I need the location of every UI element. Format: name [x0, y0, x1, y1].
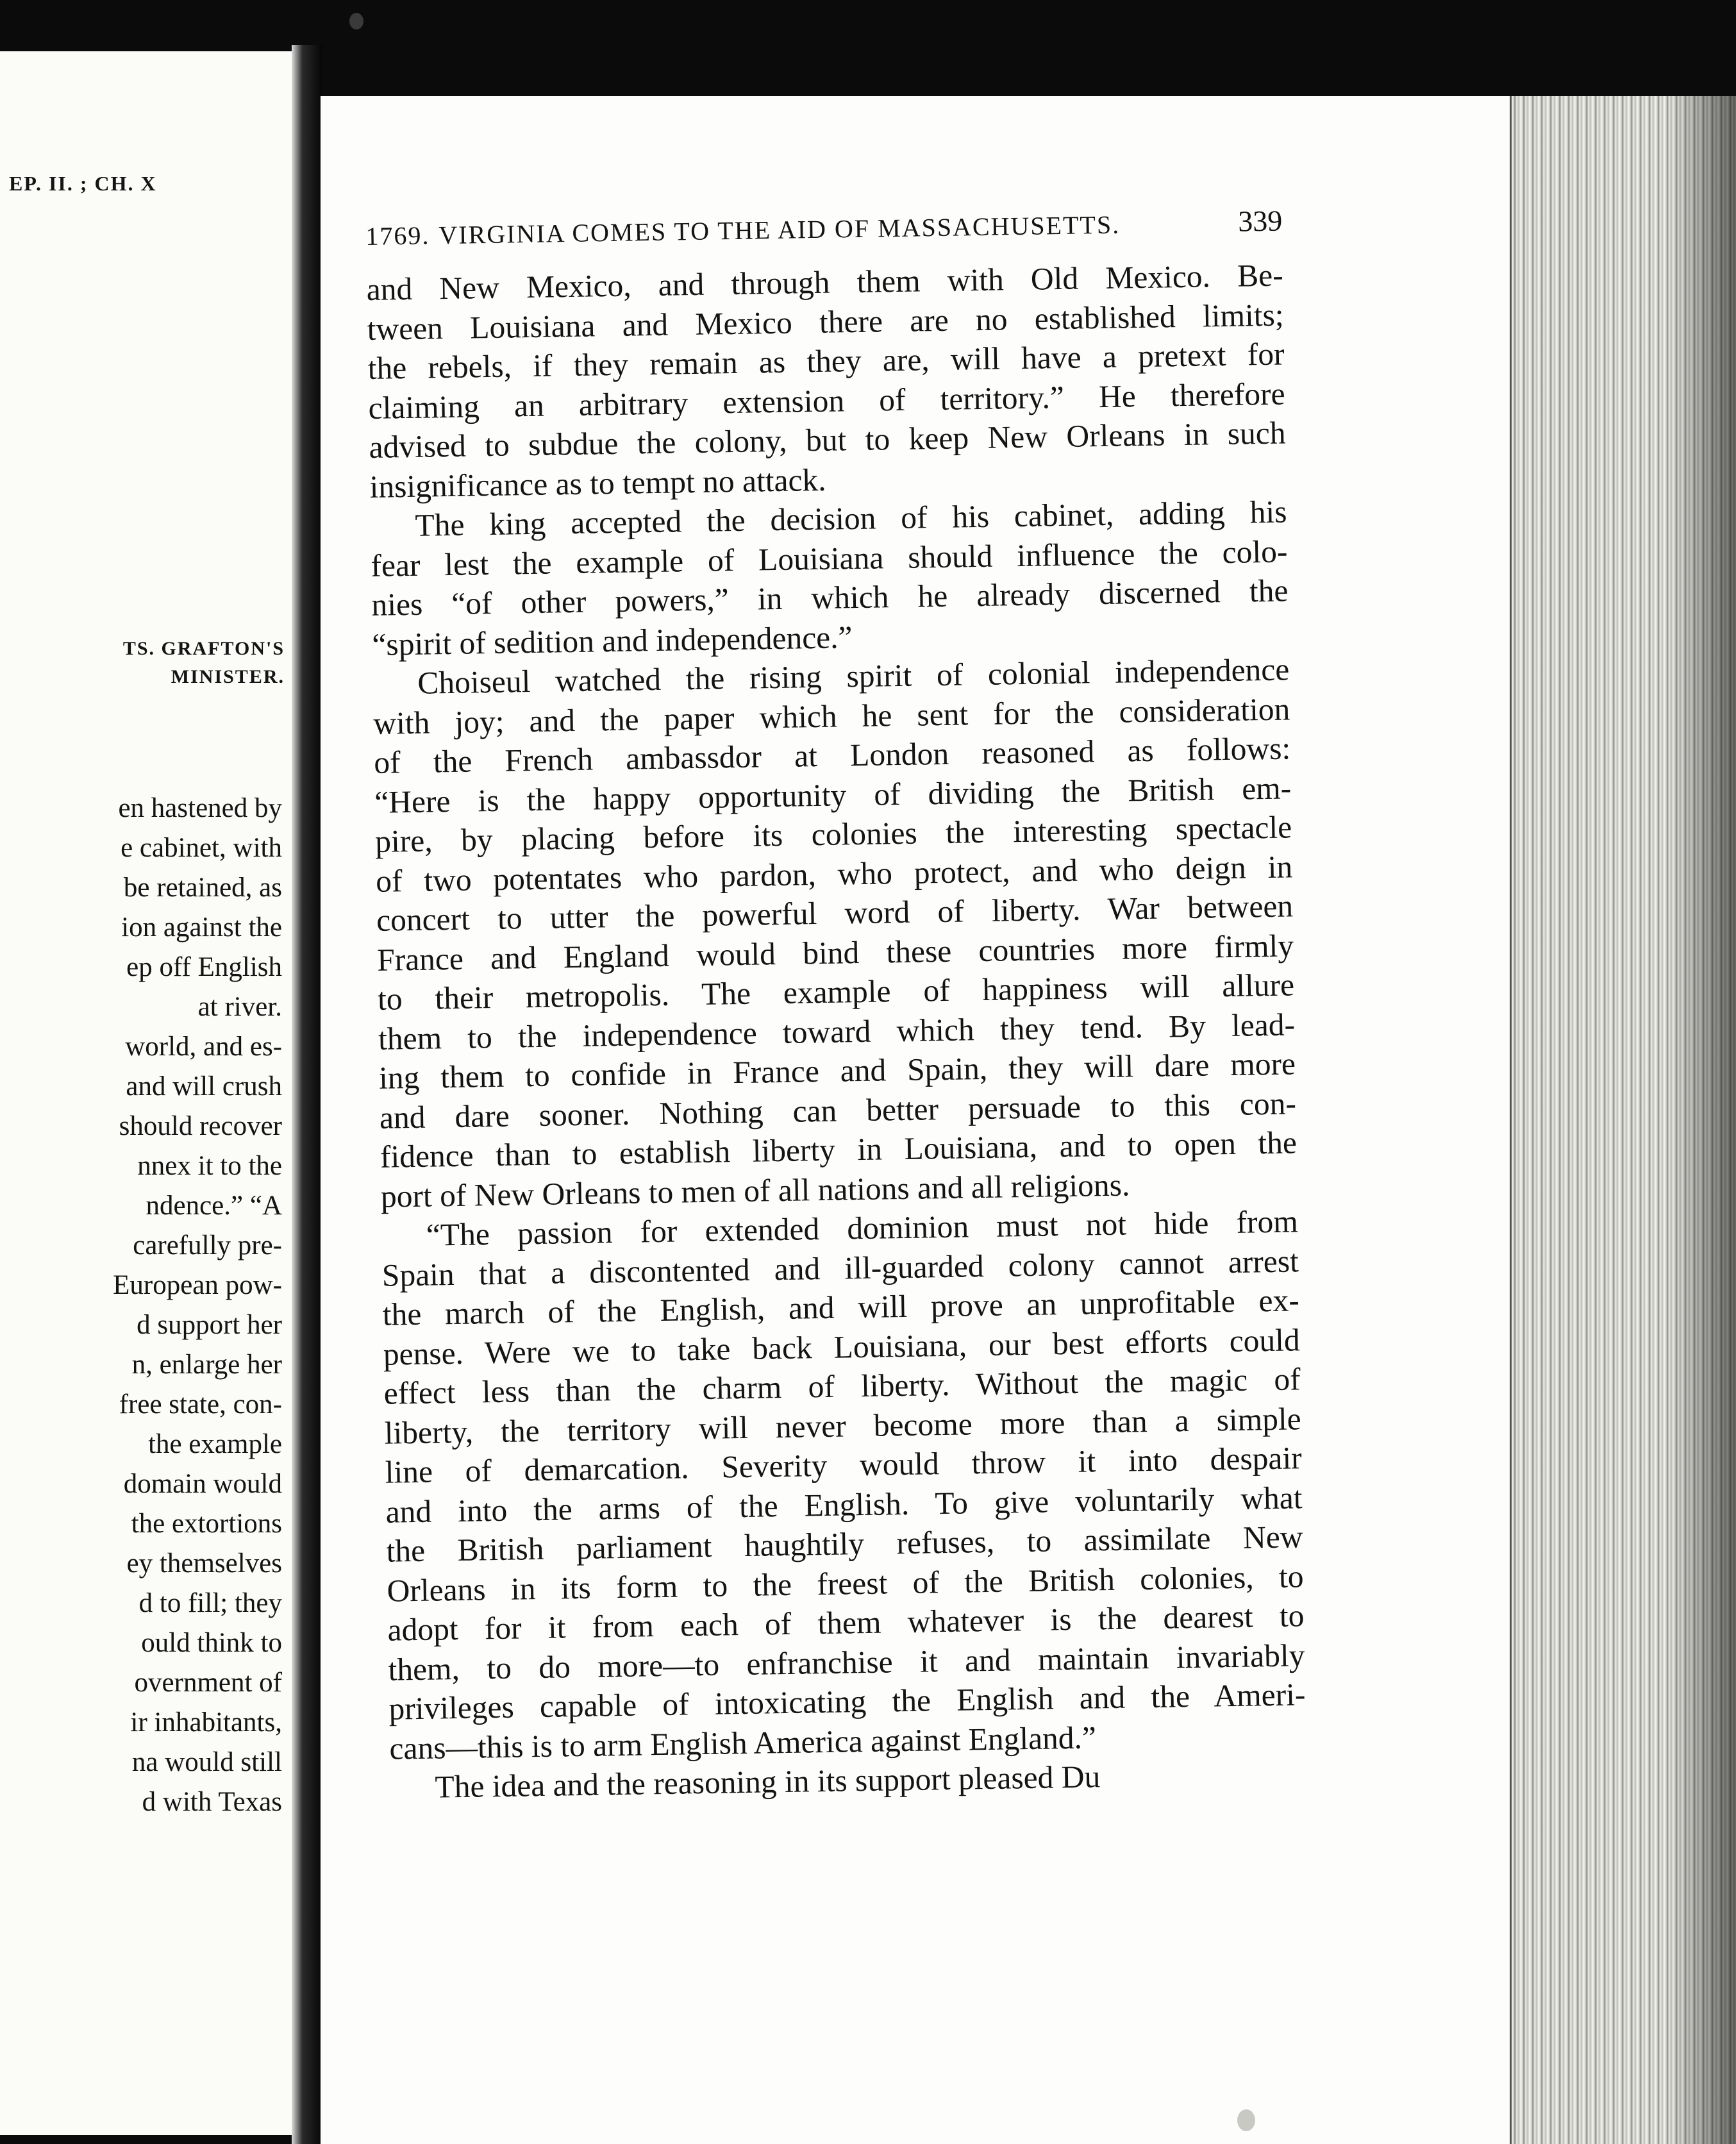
- left-text-line: the example: [148, 1429, 282, 1459]
- text-line: advised to subdue the colony, but to keep New Orleans in such: [369, 415, 1286, 465]
- left-page-text: [0, 789, 282, 1822]
- left-text-line: e cabinet, with: [121, 833, 282, 863]
- paragraph-first-line: The idea and the reasoning in its support pleased Du: [435, 1759, 1101, 1805]
- left-text-line: ir inhabitants,: [130, 1707, 282, 1738]
- page-edges-shadow: [1667, 96, 1736, 2144]
- text-line: “Here is the happy opportunity of dividing the British em-: [374, 769, 1292, 820]
- text-line: port of New Orleans to men of all nations and all religions.: [380, 1166, 1130, 1214]
- left-text-line: ion against the: [121, 912, 282, 942]
- left-text-line: carefully pre-: [133, 1230, 282, 1260]
- text-line: the rebels, if they remain as they are, will have a pretext for: [367, 336, 1285, 386]
- paragraph-first-line: “The passion for extended dominion must not hide from: [426, 1203, 1299, 1253]
- left-text-line: domain would: [123, 1469, 282, 1499]
- left-text-line: d with Texas: [142, 1787, 282, 1817]
- left-running-head: EP. II. ; CH. X: [9, 172, 157, 195]
- text-line: and dare sooner. Nothing can better persuade to this con-: [379, 1085, 1297, 1135]
- left-sidenote: [9, 635, 285, 691]
- left-text-line: should recover: [119, 1111, 282, 1141]
- text-line: France and England would bind these countries more firmly: [376, 927, 1294, 978]
- left-text-line: free state, con-: [119, 1389, 282, 1420]
- running-head-year: 1769.: [365, 221, 430, 251]
- left-text-line: the extortions: [131, 1509, 282, 1539]
- text-line: them, to do more—to enfranchise it and maintain invariably: [388, 1637, 1305, 1688]
- text-line: of the French ambassdor at London reasoned as follows:: [373, 730, 1291, 780]
- left-text-line: en hastened by: [118, 793, 282, 823]
- text-line: fidence than to establish liberty in Louisiana, and to open the: [380, 1125, 1298, 1175]
- running-head-title: VIRGINIA COMES TO THE AID OF MASSACHUSETTS.: [438, 210, 1121, 250]
- text-line: cans—this is to arm English America against England.”: [389, 1719, 1097, 1766]
- left-sidenote-line: TS. GRAFTON'S: [122, 638, 285, 659]
- text-line: the British parliament haughtily refuses, to assimilate New: [386, 1519, 1303, 1569]
- left-text-line: n, enlarge her: [131, 1350, 282, 1380]
- left-text-line: world, and es-: [125, 1032, 282, 1062]
- paragraph-first-line: Choiseul watched the rising spirit of colonial independence: [417, 651, 1290, 701]
- left-text-line: ndence.” “A: [146, 1191, 282, 1221]
- text-line: pense. Were we to take back Louisiana, our best efforts could: [383, 1321, 1301, 1372]
- text-line: Orleans in its form to the freest of the British colonies, to: [387, 1558, 1304, 1609]
- left-text-line: ey themselves: [126, 1548, 282, 1579]
- paragraph-first-line: The king accepted the decision of his cabinet, adding his: [415, 494, 1287, 543]
- left-text-line: at river.: [197, 992, 282, 1022]
- text-line: nies “of other powers,” in which he already discerned the: [371, 573, 1289, 623]
- left-text-line: and will crush: [126, 1071, 282, 1101]
- text-line: with joy; and the paper which he sent for the consideration: [372, 691, 1290, 741]
- text-line: fear lest the example of Louisiana should influence the colo-: [371, 533, 1288, 583]
- left-text-line: ep off English: [126, 952, 282, 982]
- text-line: to their metropolis. The example of happiness will allure: [377, 967, 1295, 1017]
- text-line: adopt for it from each of them whatever is the dearest to: [387, 1598, 1305, 1648]
- paragraph-first-line: and New Mexico, and through them with Old Mexico. Be-: [366, 257, 1284, 307]
- text-line: line of demarcation. Severity would throw it into despair: [385, 1440, 1302, 1490]
- text-line: privileges capable of intoxicating the English and the Ameri-: [388, 1677, 1306, 1727]
- text-line: tween Louisiana and Mexico there are no established limits;: [367, 297, 1284, 347]
- text-line: “spirit of sedition and independence.”: [372, 619, 853, 662]
- left-text-line: nnex it to the: [137, 1151, 282, 1181]
- text-line: liberty, the territory will never become more than a simple: [384, 1400, 1302, 1451]
- left-text-line: European pow-: [113, 1270, 282, 1300]
- text-line: the march of the English, and will prove an unprofitable ex-: [382, 1282, 1300, 1332]
- left-text-line: d support her: [137, 1310, 282, 1340]
- right-page-content: [365, 204, 1307, 1808]
- left-text-line: ould think to: [141, 1628, 282, 1658]
- text-line: them to the independence toward which they tend. By lead-: [378, 1006, 1296, 1057]
- scan-speck: [349, 13, 363, 29]
- body-text: [366, 256, 1306, 1808]
- page-number: 339: [1237, 204, 1283, 238]
- text-line: and into the arms of the English. To give voluntarily what: [385, 1479, 1303, 1530]
- text-line: effect less than the charm of liberty. Without the magic of: [383, 1361, 1301, 1411]
- scan-speck: [1237, 2109, 1255, 2131]
- text-line: ing them to confide in France and Spain, they will dare more: [378, 1046, 1296, 1096]
- text-line: insignificance as to tempt no attack.: [369, 462, 826, 505]
- text-line: pire, by placing before its colonies the interesting spectacle: [374, 809, 1292, 859]
- left-text-line: na would still: [131, 1747, 282, 1777]
- left-text-line: be retained, as: [123, 873, 282, 903]
- text-line: concert to utter the powerful word of liberty. War between: [376, 888, 1294, 938]
- book-gutter: [292, 45, 322, 2144]
- text-line: Spain that a discontented and ill-guarded colony cannot arrest: [381, 1243, 1299, 1293]
- left-sidenote-line: MINISTER.: [171, 666, 285, 687]
- left-text-line: overnment of: [134, 1668, 282, 1698]
- left-text-line: d to fill; they: [138, 1588, 282, 1618]
- text-line: claiming an arbitrary extension of territory.” He therefore: [368, 376, 1285, 426]
- text-line: of two potentates who pardon, who protect, and who deign in: [375, 848, 1293, 899]
